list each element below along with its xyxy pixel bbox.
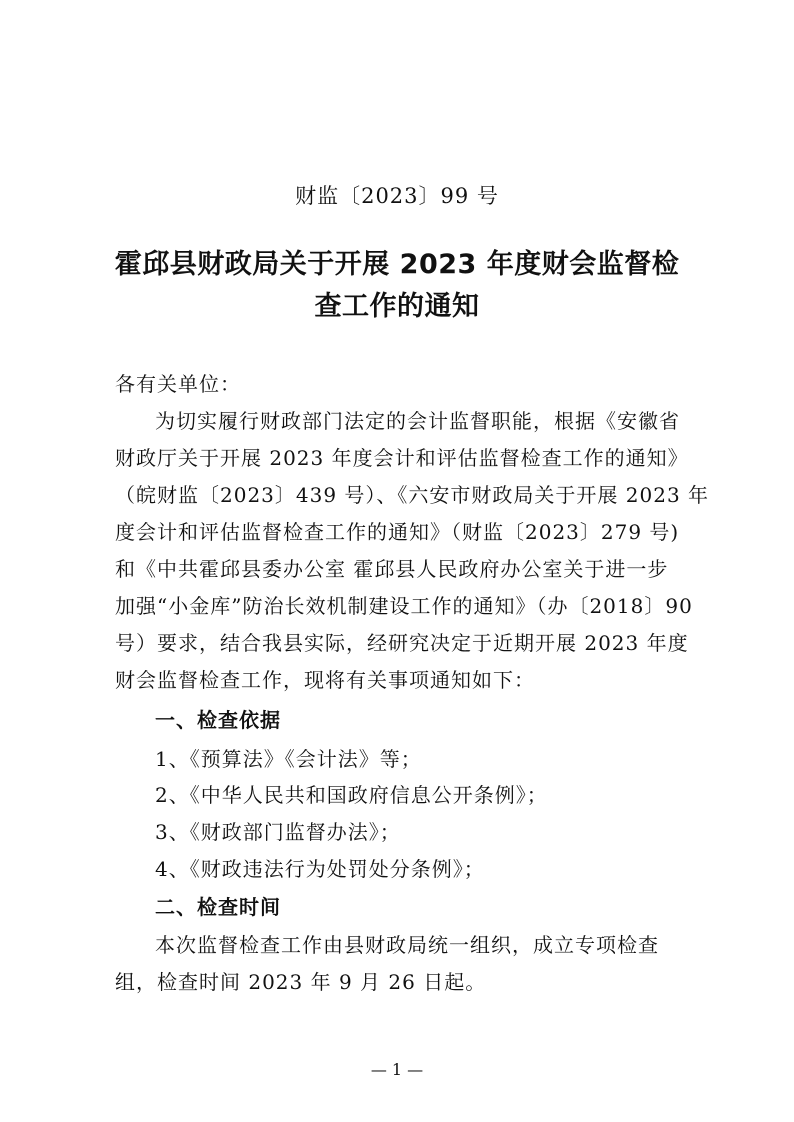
intro-line-8: 财会监督检查工作，现将有关事项通知如下： xyxy=(115,668,535,692)
salutation: 各有关单位： xyxy=(115,372,241,396)
intro-line-3: （皖财监〔2023〕439 号）、《六安市财政局关于开展 2023 年 xyxy=(115,483,710,507)
section-1-heading: 一、检查依据 xyxy=(155,708,281,732)
intro-line-2: 财政厅关于开展 2023 年度会计和评估监督检查工作的通知》 xyxy=(115,446,689,470)
document-title-line-2: 查工作的通知 xyxy=(314,291,480,322)
intro-line-4: 度会计和评估监督检查工作的通知》（财监〔2023〕279 号) xyxy=(115,520,680,544)
document-title-line-1: 霍邱县财政局关于开展 2023 年度财会监督检 xyxy=(114,249,680,280)
intro-line-7: 号）要求，结合我县实际，经研究决定于近期开展 2023 年度 xyxy=(115,631,689,655)
intro-line-5: 和《中共霍邱县委办公室 霍邱县人民政府办公室关于进一步 xyxy=(115,557,669,581)
page-number: — 1 — xyxy=(370,1060,424,1079)
section-1-item-2: 2、《中华人民共和国政府信息公开条例》； xyxy=(155,783,548,807)
section-2-line-2: 组，检查时间 2023 年 9 月 26 日起。 xyxy=(115,970,487,994)
section-2-heading: 二、检查时间 xyxy=(155,895,281,919)
section-2-line-1: 本次监督检查工作由县财政局统一组织，成立专项检查 xyxy=(155,933,659,957)
section-1-item-1: 1、《预算法》《会计法》等； xyxy=(155,747,422,771)
intro-line-1: 为切实履行财政部门法定的会计监督职能，根据《安徽省 xyxy=(155,409,680,433)
intro-line-6: 加强“小金库”防治长效机制建设工作的通知》（办〔2018〕90 xyxy=(115,594,693,618)
section-1-item-4: 4、《财政违法行为处罚处分条例》； xyxy=(155,857,485,881)
section-1-item-3: 3、《财政部门监督办法》； xyxy=(155,820,401,844)
document-number: 财监〔2023〕99 号 xyxy=(295,184,499,208)
document-title xyxy=(110,244,684,328)
